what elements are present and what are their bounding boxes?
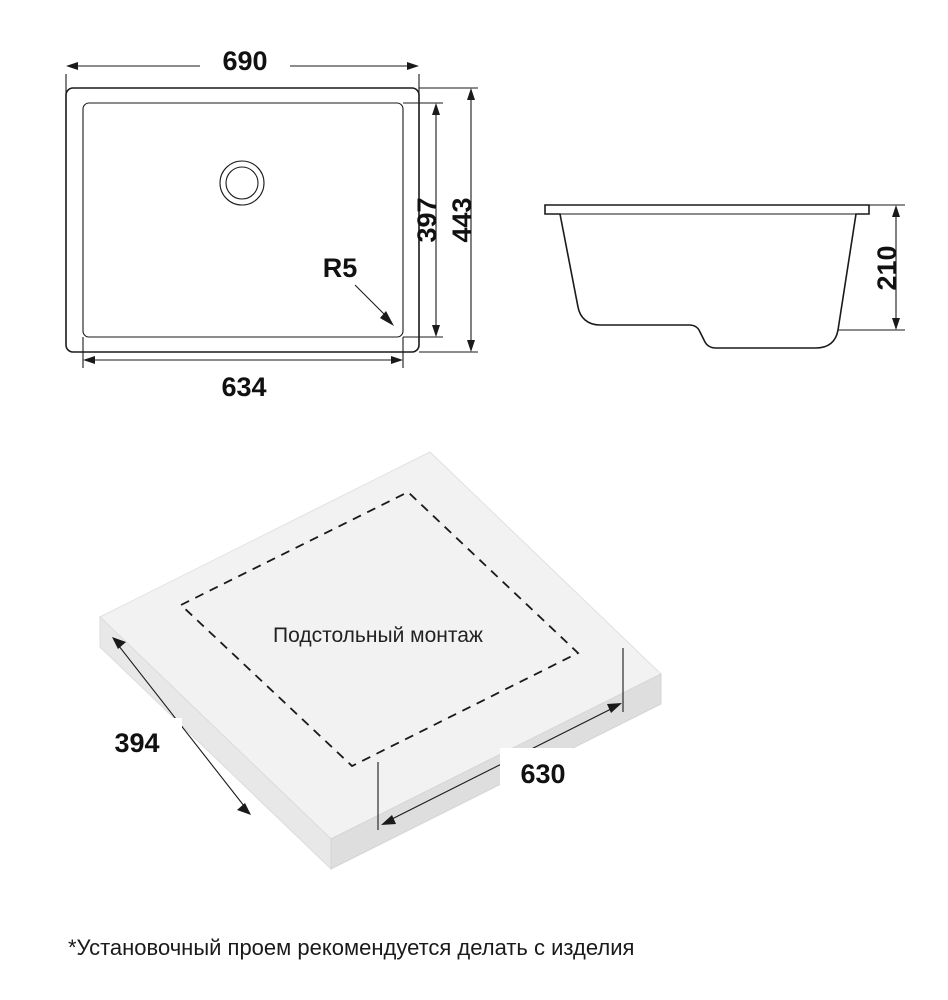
dim-397-label: 397 (412, 197, 442, 243)
dim-634-label: 634 (221, 372, 267, 402)
dim-630-label: 630 (520, 759, 566, 789)
arrow-top-443 (467, 88, 475, 100)
undermount-caption: Подстольный монтаж (273, 624, 483, 647)
dim-394-label: 394 (114, 728, 160, 758)
arrow-right-690 (407, 62, 419, 70)
arrow-left-634 (83, 356, 95, 364)
arrow-bottom-443 (467, 340, 475, 352)
sink-top-view-group (66, 40, 478, 402)
arrow-top-210 (892, 205, 900, 217)
radius-r5-label: R5 (322, 253, 358, 283)
arrow-right-634 (391, 356, 403, 364)
dim-690-label: 690 (222, 46, 268, 76)
r5-arrowhead (380, 311, 394, 326)
drain-inner-circle (226, 167, 258, 199)
installation-note: *Установочный проем рекомендуется делать с изделия (68, 935, 635, 960)
drain-outer-circle (220, 161, 264, 205)
sink-side-view-group (545, 205, 905, 348)
sink-inner-bowl (83, 103, 403, 337)
arrow-bottom-397 (432, 325, 440, 337)
sink-outer-rim (66, 88, 419, 352)
arrow-bottom-210 (892, 318, 900, 330)
arrow-left-690 (66, 62, 78, 70)
arrow-top-397 (432, 103, 440, 115)
sink-side-profile (545, 205, 869, 348)
countertop-isometric-group (96, 452, 661, 869)
dim-443-label: 443 (447, 197, 477, 243)
dim-210-label: 210 (872, 245, 902, 291)
arrow-end-394 (237, 803, 251, 815)
